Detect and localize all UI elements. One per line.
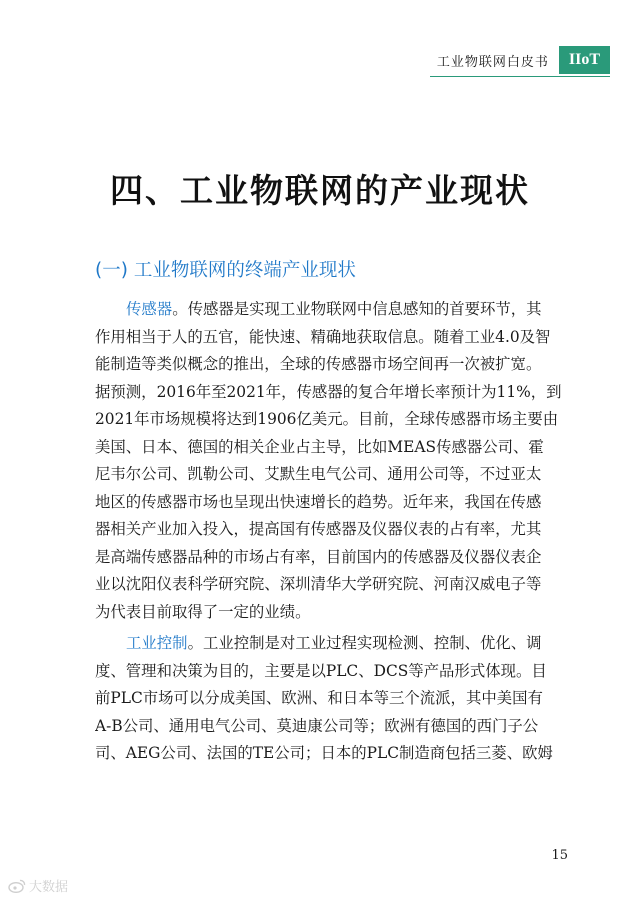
paragraph-line: 司、AEG公司、法国的TE公司；日本的PLC制造商包括三菱、欧姆 bbox=[95, 744, 553, 762]
paragraph-line: 地区的传感器市场也呈现出快速增长的趋势。近年来，我国在传感 bbox=[95, 492, 542, 511]
paragraph-keyword: 工业控制 bbox=[126, 634, 188, 652]
paragraph-line: 据预测，2016年至2021年，传感器的复合年增长率预计为11%，到 bbox=[95, 382, 562, 401]
paragraph-line: 业以沈阳仪表科学研究院、深圳清华大学研究院、河南汉威电子等 bbox=[95, 575, 542, 593]
header-badge: IIoT bbox=[559, 46, 610, 74]
paragraph-line: 美国、日本、德国的相关企业占主导，比如MEAS传感器公司、霍 bbox=[95, 437, 544, 456]
paragraph-sensors bbox=[95, 296, 573, 626]
paragraph-line: 前PLC市场可以分成美国、欧洲、和日本等三个流派，其中美国有 bbox=[95, 689, 543, 707]
running-header bbox=[437, 46, 610, 74]
section-title: (一) 工业物联网的终端产业现状 bbox=[95, 260, 356, 281]
paragraph-line: 传感器。传感器是实现工业物联网中信息感知的首要环节，其 bbox=[126, 300, 542, 318]
header-title: 工业物联网白皮书 bbox=[436, 54, 549, 70]
paragraph-industrial-control bbox=[95, 630, 573, 768]
paragraph-line: 尼韦尔公司、凯勒公司、艾默生电气公司、通用公司等，不过亚太 bbox=[95, 465, 542, 483]
header-rule bbox=[430, 76, 610, 77]
watermark bbox=[8, 876, 68, 895]
page-number: 15 bbox=[551, 848, 568, 863]
paragraph-line: 度、管理和决策为目的，主要是以PLC、DCS等产品形式体现。目 bbox=[95, 661, 547, 680]
paragraph-line: 作用相当于人的五官，能快速、精确地获取信息。随着工业4.0及智 bbox=[95, 327, 551, 346]
watermark-text: 大数据 bbox=[29, 880, 69, 895]
paragraph-keyword: 传感器 bbox=[126, 300, 173, 318]
paragraph-line: 是高端传感器品种的市场占有率，目前国内的传感器及仪器仪表企 bbox=[95, 547, 542, 566]
paragraph-line: 工业控制。工业控制是对工业过程实现检测、控制、优化、调 bbox=[126, 634, 542, 652]
paragraph-line: 能制造等类似概念的推出，全球的传感器市场空间再一次被扩宽。 bbox=[95, 355, 542, 373]
paragraph-line: 2021年市场规模将达到1906亿美元。目前，全球传感器市场主要由 bbox=[95, 410, 559, 428]
paragraph-line: 器相关产业加入投入，提高国有传感器及仪器仪表的占有率，尤其 bbox=[95, 520, 542, 538]
paragraph-line: A-B公司、通用电气公司、莫迪康公司等；欧洲有德国的西门子公 bbox=[95, 716, 539, 735]
paragraph-line: 为代表目前取得了一定的业绩。 bbox=[95, 602, 311, 621]
body-text bbox=[95, 296, 573, 768]
weibo-logo-icon bbox=[8, 879, 26, 893]
chapter-title: 四、工业物联网的产业现状 bbox=[110, 171, 530, 210]
